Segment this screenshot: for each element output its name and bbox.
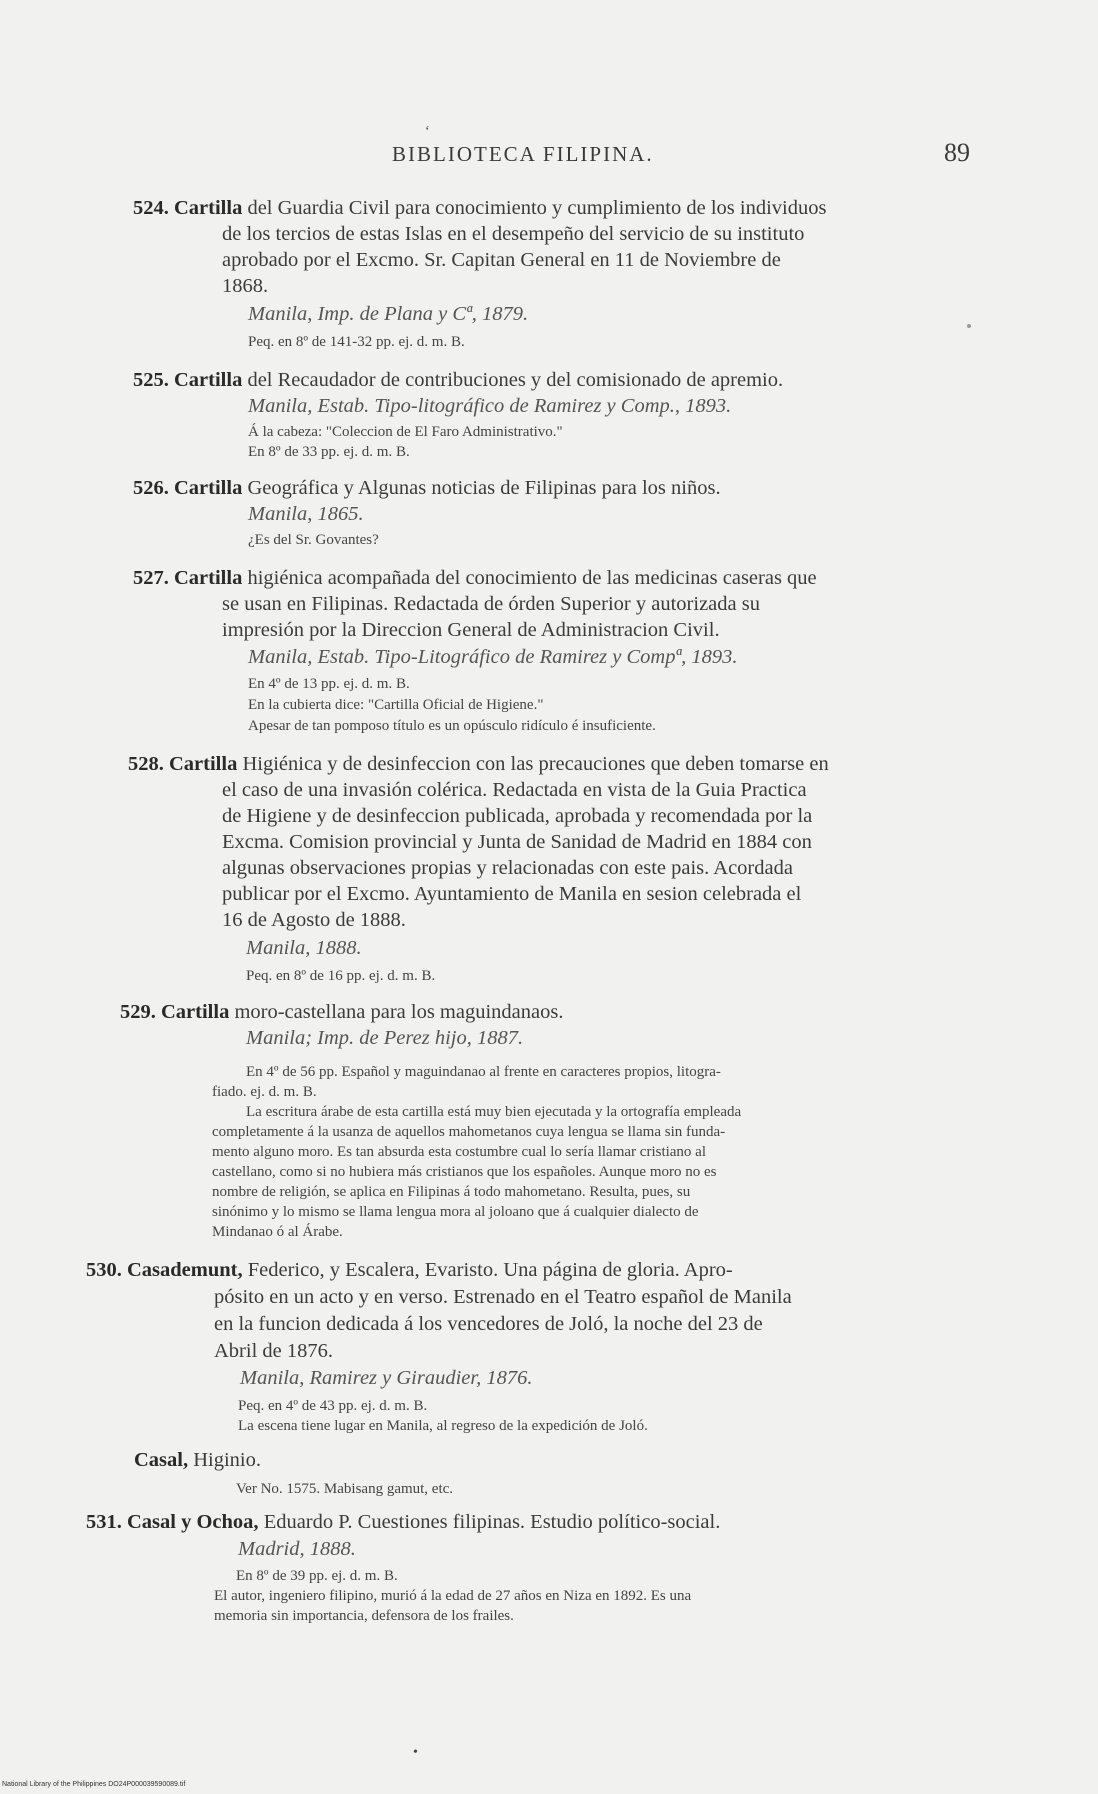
entry-text: Eduardo P. Cuestiones filipinas. Estudio político-social. [258, 1511, 721, 1533]
entry-imprint: Manila, Estab. Tipo-litográfico de Ramirez y Comp., 1893. [248, 395, 732, 417]
entry-note: Peq. en 8º de 16 pp. ej. d. m. B. [246, 968, 436, 984]
entry-note: Á la cabeza: "Coleccion de El Faro Administrativo." [248, 424, 563, 440]
entry-number: 528. [128, 753, 164, 775]
entry-note: En 4º de 56 pp. Español y maguindanao al frente en caracteres propios, litogra- [246, 1064, 721, 1080]
printer-mark: • [413, 1745, 418, 1760]
entry-text: higiénica acompañada del conocimiento de las medicinas caseras que [242, 567, 817, 589]
entry-text: algunas observaciones propias y relacionadas con este pais. Acordada [222, 857, 793, 879]
paper-speck [967, 324, 971, 328]
entry-keyword: Cartilla [174, 567, 243, 589]
entry-text: del Recaudador de contribuciones y del comisionado de apremio. [242, 369, 784, 391]
entry-keyword: Cartilla [169, 753, 238, 775]
entry-first-line [133, 196, 981, 220]
entry-note: castellano, como si no hubiera más cristianos que los españoles. Aunque moro no es [212, 1164, 717, 1180]
entry-text: Higinio. [188, 1449, 262, 1471]
entry-imprint: Manila; Imp. de Perez hijo, 1887. [246, 1027, 524, 1049]
entry-imprint: Manila, 1865. [248, 503, 364, 525]
entry-note: sinónimo y lo mismo se llama lengua mora al joloano que á cualquier dialecto de [212, 1204, 699, 1220]
entry-first-line [86, 1258, 733, 1282]
entry-text: de los tercios de estas Islas en el desempeño del servicio de su instituto [222, 223, 805, 245]
entry-number: 526. [133, 477, 169, 499]
entry-imprint: Manila, Imp. de Plana y Cª, 1879. [248, 303, 529, 325]
entry-text: Federico, y Escalera, Evaristo. Una página de gloria. Apro- [242, 1259, 733, 1281]
running-header [0, 124, 1098, 170]
entry-first-line [133, 476, 721, 500]
running-title: BIBLIOTECA FILIPINA. [392, 142, 654, 166]
entry-first-line [86, 1510, 720, 1534]
entry-note: Ver No. 1575. Mabisang gamut, etc. [236, 1481, 454, 1497]
entry-number: 530. [86, 1259, 122, 1281]
entry-text: 1868. [222, 275, 269, 297]
page-number: 89 [944, 138, 970, 167]
entry-number: 524. [133, 197, 169, 219]
entry-keyword: Casal, [134, 1449, 189, 1471]
entry-text: Geográfica y Algunas noticias de Filipinas para los niños. [242, 477, 721, 499]
entry-note: fiado. ej. d. m. B. [212, 1084, 317, 1100]
entry-note: El autor, ingeniero filipino, murió á la edad de 27 años en Niza en 1892. Es una [214, 1588, 692, 1604]
entry-note: La escritura árabe de esta cartilla está muy bien ejecutada y la ortografía empleada [246, 1104, 742, 1120]
entry-keyword: Cartilla [161, 1001, 230, 1023]
entry-text: publicar por el Excmo. Ayuntamiento de Manila en sesion celebrada el [222, 883, 802, 905]
entry-first-line [133, 566, 817, 590]
entry-text: de Higiene y de desinfeccion publicada, aprobada y recomendada por la [222, 805, 813, 827]
entry-text: Abril de 1876. [214, 1340, 333, 1362]
entry-text: Higiénica y de desinfeccion con las precauciones que deben tomarse en [237, 753, 829, 775]
entry-note: En 4º de 13 pp. ej. d. m. B. [248, 676, 410, 692]
entry-text: Excma. Comision provincial y Junta de Sanidad de Madrid en 1884 con [222, 831, 812, 853]
entry-keyword: Cartilla [174, 197, 243, 219]
header-mark: ‘ [425, 124, 430, 139]
entry-keyword: Casademunt, [127, 1259, 243, 1281]
entry-note: ¿Es del Sr. Govantes? [248, 532, 379, 548]
entry-note: nombre de religión, se aplica en Filipinas á todo mahometano. Resulta, pues, su [212, 1184, 691, 1200]
entry-number: 529. [120, 1001, 156, 1023]
entry-imprint: Manila, 1888. [246, 937, 362, 959]
entry-note: Peq. en 4º de 43 pp. ej. d. m. B. [238, 1398, 428, 1414]
entry-note: Peq. en 8º de 141-32 pp. ej. d. m. B. [248, 334, 465, 350]
entry-text: en la funcion dedicada á los vencedores de Joló, la noche del 23 de [214, 1313, 763, 1335]
entry-note: memoria sin importancia, defensora de los frailes. [214, 1608, 514, 1624]
entry-text: pósito en un acto y en verso. Estrenado en el Teatro español de Manila [214, 1286, 792, 1308]
entry-number: 527. [133, 567, 169, 589]
entry-number: 531. [86, 1511, 122, 1533]
entry-first-line [133, 368, 783, 392]
entry-note: En 8º de 39 pp. ej. d. m. B. [236, 1568, 398, 1584]
entry-note: mento alguno moro. Es tan absurda esta costumbre cual lo sería llamar cristiano al [212, 1144, 707, 1160]
entry-keyword: Casal y Ochoa, [127, 1511, 259, 1533]
entry-note: Apesar de tan pomposo título es un opúsculo ridículo é insuficiente. [248, 718, 656, 734]
entry-number: 525. [133, 369, 169, 391]
entry-first-line [128, 752, 829, 776]
entry-keyword: Cartilla [174, 369, 243, 391]
entry-imprint: Madrid, 1888. [238, 1538, 356, 1560]
entry-imprint: Manila, Estab. Tipo-Litográfico de Ramirez y Compª, 1893. [248, 646, 738, 668]
entry-note: En la cubierta dice: "Cartilla Oficial de Higiene." [248, 697, 544, 713]
entry-keyword: Cartilla [174, 477, 243, 499]
entry-text: del Guardia Civil para conocimiento y cumplimiento de los individuos [242, 197, 827, 219]
entry-note: En 8º de 33 pp. ej. d. m. B. [248, 444, 410, 460]
entry-text: 16 de Agosto de 1888. [222, 909, 406, 931]
entry-text: el caso de una invasión colérica. Redactada en vista de la Guia Practica [222, 779, 807, 801]
entry-note: La escena tiene lugar en Manila, al regreso de la expedición de Joló. [238, 1418, 648, 1434]
entry-text: moro-castellana para los maguindanaos. [229, 1001, 564, 1023]
entry-text: se usan en Filipinas. Redactada de órden Superior y autorizada su [222, 593, 760, 615]
entry-text: impresión por la Direccion General de Administracion Civil. [222, 619, 720, 641]
entry-note: completamente á la usanza de aquellos mahometanos cuya lengua se llama sin funda- [212, 1124, 726, 1140]
scan-footer: National Library of the Philippines DO24P000039590089.tif [2, 1781, 186, 1788]
entry-text: aprobado por el Excmo. Sr. Capitan General en 11 de Noviembre de [222, 249, 781, 271]
entry-note: Mindanao ó al Árabe. [212, 1224, 343, 1240]
entry-first-line [134, 1448, 261, 1472]
entry-first-line [120, 1000, 563, 1024]
entry-imprint: Manila, Ramirez y Giraudier, 1876. [240, 1367, 533, 1389]
